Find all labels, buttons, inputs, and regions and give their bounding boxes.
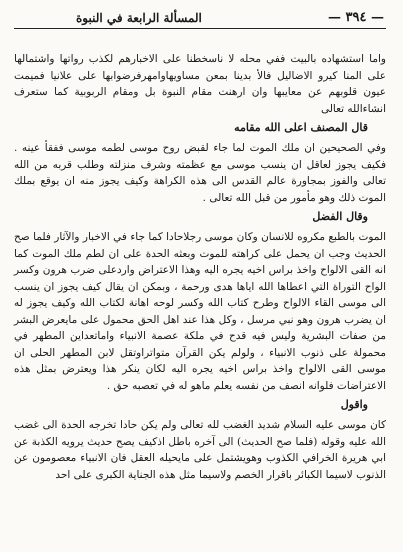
page-body — [14, 51, 386, 483]
section-heading-reply: واقول — [340, 398, 368, 411]
running-title: المسألة الرابعة في النبوة — [76, 11, 202, 25]
paragraph-fadl-response: الموت بالطبع مكروه للانسان وكان موسى رجلاحادا كما جاء في الاخبار والآثار فلما صح الحديث وجب ان يحمل على كراهته للموت وبعثه الحدة على ان لطم ملك الموت كما انه القى الالواح واخذ براس اخيه يجره اليه وهذا الاعتراض واردعلى ضرب هرون وكسر الواح التوراة التي اعطاها الله اياها هدى ورحمة ، وبمكن ان يقال كيف يجوز ان ينسب الى موسى القاء الالواح وطرح كتاب الله وكسر لوحه اهانة لكتاب الله وكيف يجوز له ان يضرب هرون وهو نبي مرسل ، وكل هذا عند اهل الحق محمول على مايعرض البشر من صفات البشرية وليس فيه قدح في ملكة عصمة الانبياء واماتعداين المطهر في محمولة على ذنوب الانبياء ، ولولم يكن القرآن متواتراوتقل لابن المطهر الحلى ان موسى القى الالواح واخذ براس اخيه يجره اليه لكان ينكر هذا ويعترض بمثل هذه الاعتراضات فلوانه انصف من نفسه يعلم ماهو له في تعصبه حق . — [14, 231, 386, 392]
page-number: — ٣٩٤ — — [327, 10, 384, 25]
page-header — [14, 8, 386, 29]
section-heading-fadl: وقال الفضل — [312, 210, 368, 223]
paragraph-author-claim: وفي الصحيحين ان ملك الموت لما جاء لقبض روح موسى لطمه موسى ففقأ عينه . فكيف يجوز لعاقل ان ينسب موسى مع عظمته وشرف منزلته وطلب قربه من الله تعالى والفوز بمجاورة عالم القدس الى هذه الكراهة وكيف يجوز منه ان يوقع بملك الموت ذلك وهو مأمور من قبل الله تعالى . — [14, 142, 386, 204]
paragraph-reply: كان موسى عليه السلام شديد الغضب لله تعالى ولم يكن حادا تخرجه الحدة الى غضب الله عليه وقوله (فلما صح الحديث) الى آخره باطل اذكيف يصح حديث يرويه الكذبة عن ابي هريرة الخرافي الكذوب وهويشتمل على مايحيله العقل فان الانبياء معصومون عن الذنوب لاسيما الكبائر باقرار الخصم ولاسيما مثل هذه الجناية الكبرى على احد — [14, 419, 386, 481]
book-page — [14, 8, 386, 542]
paragraph-intro: واما استشهاده بالبيت ففي محله لا ناسخطنا على الاخبارهم لكذب رواتها واشتمالها على المنا كيرو الاضاليل فالأ بدينا بمعن مساويهاوامهرفرضوابها على علانيا فميمت عيون قلوبهم عن معايبها وان ارهنت مقام النبوة بل ومقام الربوبية كما ستعرف انشاءالله تعالى — [14, 53, 386, 115]
section-heading-author: قال المصنف اعلى الله مقامه — [234, 121, 368, 134]
